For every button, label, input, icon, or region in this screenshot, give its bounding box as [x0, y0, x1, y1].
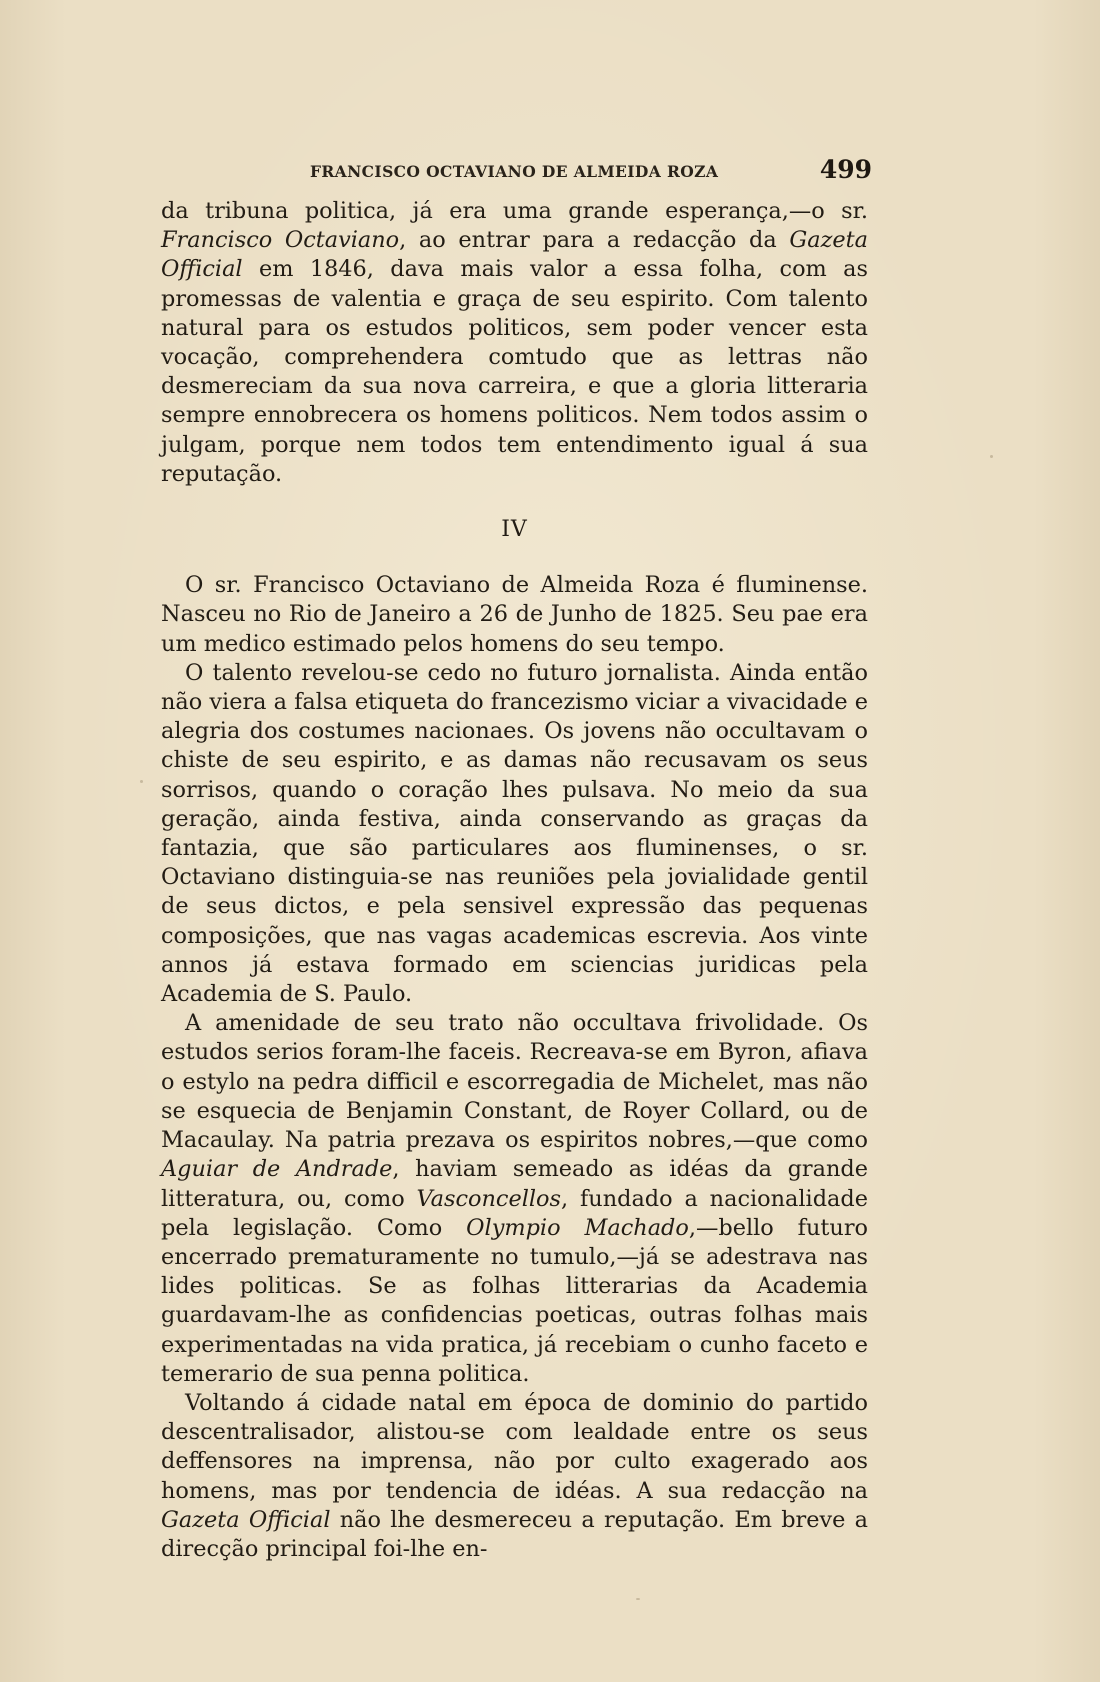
- text-run: Voltando á cidade natal em época de dominio do partido descentralisador, alistou-se com lealdade entre os seus deffensores na imprensa, não por culto exagerado aos homens, mas por tendencia de idéas. A sua redacção na: [161, 1389, 868, 1504]
- paragraph: O talento revelou-se cedo no futuro jornalista. Ainda então não viera a falsa etiqueta do francezismo viciar a vivacidade e alegria dos costumes nacionaes. Os jovens não occultavam o chiste de seu espirito, e as damas não recusavam os seus sorrisos, quando o coração lhes pulsava. No meio da sua geração, ainda festiva, ainda conservando as graças da fantazia, que são particulares aos fluminenses, o sr. Octaviano distinguia-se nas reuniões pela jovialidade gentil de seus dictos, e pela sensivel expressão das pequenas composições, que nas vagas academicas escrevia. Aos vinte annos já estava formado em sciencias juridicas pela Academia de S. Paulo.: [161, 659, 868, 1008]
- text-run: em 1846, dava mais valor a essa folha, com as promessas de valentia e graça de seu espirito. Com talento natural para os estudos politicos, sem poder vencer esta vocação, comprehendera comtudo que as lettras não desmereciam da sua nova carreira, e que a gloria litteraria sempre ennobrecera os homens politicos. Nem todos assim o julgam, porque nem todos tem entendimento igual á sua reputação.: [161, 256, 868, 487]
- italic-name: Francisco Octaviano: [161, 227, 400, 254]
- paper-speck: [636, 1598, 640, 1600]
- text-run: , ao entrar para a redacção da: [399, 227, 790, 254]
- text-run: não lhe desmereceu a reputação. Em breve a direcção principal foi-lhe en-: [161, 1506, 868, 1562]
- text-run: da tribuna politica, já era uma grande esperança,—o sr.: [161, 198, 868, 224]
- running-title: FRANCISCO OCTAVIANO DE ALMEIDA ROZA: [310, 162, 719, 181]
- italic-title: Gazeta Official: [161, 1506, 331, 1533]
- italic-name: Aguiar de Andrade: [161, 1156, 393, 1183]
- paragraph: [161, 1009, 868, 1389]
- section-heading: IV: [501, 517, 528, 543]
- paragraph-continuation: [161, 197, 868, 489]
- page-header: [160, 153, 880, 187]
- paragraph: [161, 1389, 868, 1564]
- paper-speck: [140, 780, 143, 783]
- text-run: , haviam semeado as idéas da grande litteratura, ou, como: [161, 1156, 868, 1212]
- text-run: A amenidade de seu trato não occultava frivolidade. Os estudos serios foram-lhe faceis. Recreava-se em Byron, afiava o estylo na pedra difficil e escorregadia de Michelet, mas não se esquecia de Benjamin Constant, de Royer Collard, ou de Macaulay. Na patria prezava os espiritos nobres,—que como: [161, 1010, 868, 1154]
- text-run: ,—bello futuro encerrado prematuramente no tumulo,—já se adestrava nas lides politicas. Se as folhas litterarias da Academia guardavam-lhe as confidencias poeticas, outras folhas mais experimentadas na vida pratica, já recebiam o cunho faceto e temerario de sua penna politica.: [161, 1214, 868, 1387]
- italic-title: Gazeta Official: [161, 227, 868, 283]
- text-run: , fundado a nacionalidade pela legislação. Como: [161, 1185, 868, 1241]
- paper-speck: [990, 455, 993, 458]
- page-number: 499: [819, 155, 872, 184]
- italic-name: Vasconcellos: [416, 1185, 562, 1212]
- body-text: [161, 197, 868, 1564]
- paragraph: O sr. Francisco Octaviano de Almeida Roza é fluminense. Nasceu no Rio de Janeiro a 26 de Junho de 1825. Seu pae era um medico estimado pelos homens do seu tempo.: [161, 572, 868, 657]
- italic-name: Olympio Machado: [466, 1214, 689, 1241]
